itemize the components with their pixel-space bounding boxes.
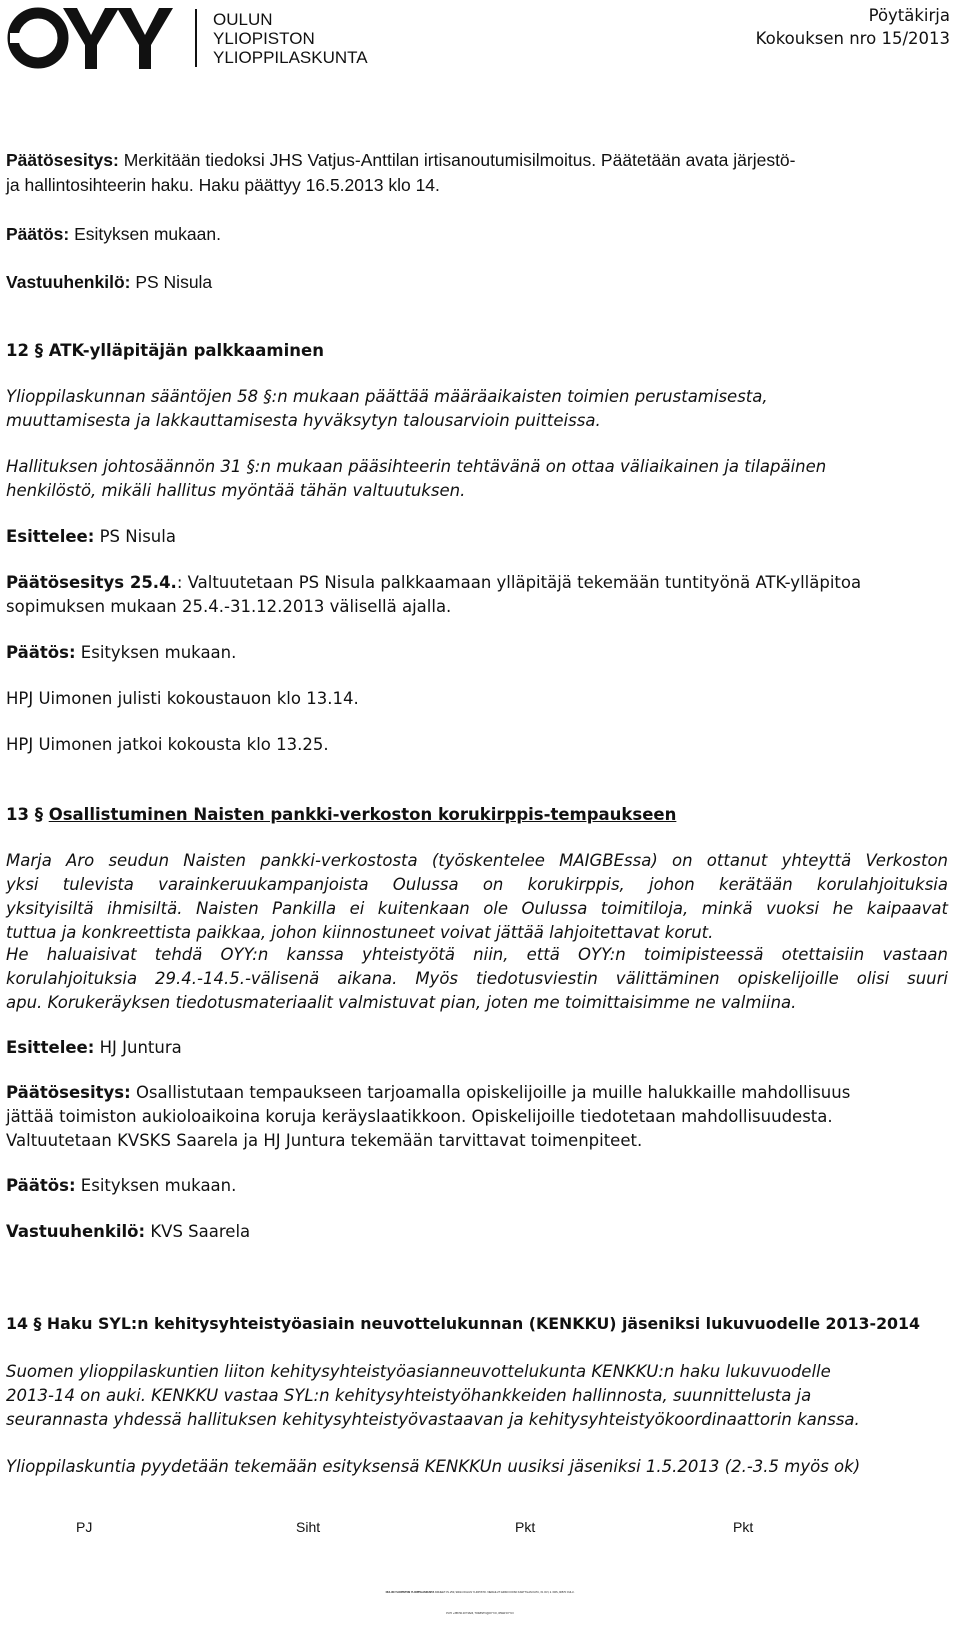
meeting-number: Kokouksen nro 15/2013 [755, 29, 950, 48]
s12-proposal-label: Päätösesitys 25.4. [6, 573, 177, 592]
s12-decision [6, 643, 236, 662]
s14-p1-line: 2013-14 on auki. KENKKU vastaa SYL:n kehitysyhteistyöhankkeiden hallinnosta, suunnittelusta ja [6, 1386, 812, 1405]
s13-decision-text: Esityksen mukaan. [75, 1176, 237, 1195]
s13-responsible-text: KVS Saarela [145, 1222, 251, 1241]
s13-number: 13 § [6, 805, 49, 824]
org-name-line: OULUN [213, 10, 273, 29]
logo-y1 [63, 8, 119, 69]
s12-presenter [6, 527, 176, 546]
s13-proposal [6, 1083, 850, 1102]
s12-proposal [6, 573, 861, 592]
s12-decision-text: Esityksen mukaan. [75, 643, 237, 662]
s12-p1-line: muuttamisesta ja lakkauttamisesta hyväksytyn talousarvioin puitteissa. [6, 411, 601, 430]
s11-proposal [6, 150, 796, 171]
s12-resume-note: HPJ Uimonen jatkoi kokousta klo 13.25. [6, 735, 329, 754]
document-meta [756, 4, 950, 50]
s13-p-line: yksi tulevista varainkeruukampanjoista Oulussa on korukirppis, johon kerätään korulahjoituksia [6, 875, 948, 894]
signature-label-pkt: Pkt [733, 1519, 754, 1535]
s13-title: Osallistuminen Naisten pankki-verkoston korukirppis-tempaukseen [48, 805, 677, 824]
s11-responsible-label: Vastuuhenkilö: [6, 272, 131, 292]
s12-presenter-text: PS Nisula [94, 527, 176, 546]
signature-label-siht: Siht [296, 1519, 321, 1535]
s13-decision-label: Päätös: [6, 1176, 76, 1195]
footer-org-name: OULUN YLIOPISTON YLIOPPILASKUNTA [385, 1591, 435, 1594]
s13-decision [6, 1176, 236, 1195]
s11-responsible-text: PS Nisula [130, 272, 213, 292]
s13-proposal-cont: Valtuutetaan KVSKS Saarela ja HJ Juntura tekemään tarvittavat toimenpiteet. [6, 1131, 643, 1150]
s12-proposal-text: : Valtuutetaan PS Nisula palkkaamaan ylläpitäjä tekemään tuntityönä ATK-ylläpitoa [176, 573, 862, 592]
s13-heading [6, 805, 676, 824]
s13-presenter-label: Esittelee: [6, 1038, 95, 1057]
footer-address [0, 1591, 960, 1594]
s12-decision-label: Päätös: [6, 643, 76, 662]
s11-proposal-cont: ja hallintosihteerin haku. Haku päättyy 16.5.2013 klo 14. [6, 175, 440, 195]
document-type: Pöytäkirja [868, 6, 950, 25]
signature-label-pkt: Pkt [515, 1519, 536, 1535]
s13-p-line: yksityisiltä ihmisiltä. Naisten Pankilla ei kuitenkaan ole Oulussa toimitiloja, minkä vuoksi he kaipaavat [6, 899, 948, 918]
s11-responsible [6, 272, 212, 293]
s13-proposal-text: Osallistutaan tempaukseen tarjoamalla opiskelijoille ja muille halukkaille mahdollisuus [130, 1083, 851, 1102]
s12-presenter-label: Esittelee: [6, 527, 95, 546]
s11-decision-text: Esityksen mukaan. [69, 224, 221, 244]
s13-responsible [6, 1222, 250, 1241]
logo-y2 [117, 8, 173, 69]
s14-p1-line: Suomen ylioppilaskuntien liiton kehitysyhteistyöasianneuvottelukunta KENKKU:n haku lukuvuodelle [6, 1362, 831, 1381]
s12-break-note: HPJ Uimonen julisti kokoustauon klo 13.14. [6, 689, 359, 708]
s12-p2-line: Hallituksen johtosäännön 31 §:n mukaan pääsihteerin tehtävänä on ottaa väliaikainen ja tilapäinen [6, 457, 827, 476]
s13-proposal-cont: jättää toimiston aukioloaikoina koruja keräyslaatikkoon. Opiskelijoille tiedotetaan mahdollisuudesta. [6, 1107, 833, 1126]
s14-p1-line: seurannasta yhdessä hallituksen kehitysyhteistyövastaavan ja kehitysyhteistyökoordinaattorin kanssa. [6, 1410, 860, 1429]
s13-p-line: korulahjoituksia 29.4.-14.5.-välisenä aikana. Myös tiedotusviestin välittäminen opiskelijoille olisi suuri [6, 969, 948, 988]
s12-p1-line: Ylioppilaskunnan sääntöjen 58 §:n mukaan päättää määräaikaisten toimien perustamisesta, [6, 387, 768, 406]
s13-p-line: apu. Korukeräyksen tiedotusmateriaalit valmistuvat pian, joten me toimittaisimme ne valmiina. [6, 993, 797, 1012]
s11-decision-label: Päätös: [6, 224, 70, 244]
s12-p2-line: henkilöstö, mikäli hallitus myöntää tähän valtuutuksen. [6, 481, 466, 500]
s14-p2-line: Ylioppilaskuntia pyydetään tekemään esityksensä KENKKUn uusiksi jäseniksi 1.5.2013 (2.-3.5 myös ok) [6, 1457, 861, 1476]
s14-heading: 14 § Haku SYL:n kehitysyhteistyöasiain neuvottelukunnan (KENKKU) jäseniksi lukuvuodelle 2013-2014 [6, 1314, 921, 1333]
s13-p-line: He haluaisivat tehdä OYY:n kanssa yhteistyötä niin, että OYY:n toimipisteessä otettaisiin vastaan [6, 945, 948, 964]
s13-presenter-text: HJ Juntura [94, 1038, 182, 1057]
s11-proposal-text: Merkitään tiedoksi JHS Vatjus-Anttilan irtisanoutumisilmoitus. Päätetään avata järjestö- [118, 150, 796, 170]
org-name-block [213, 10, 368, 67]
footer-address-text: KIRJEET: PL 250, 90014 OULUN YLIOPISTO. VIERAILUT: ERKKI KOISO KANTTILAN KATU, X1 OVI, 2. KRS, 90570 OULU. [434, 1591, 575, 1594]
s13-responsible-label: Vastuuhenkilö: [6, 1222, 146, 1241]
footer-contact: PUH: +358 50 407 9623, TOIMISTO@OYY.FI, WWW.OYY.FI [446, 1612, 514, 1615]
s11-proposal-label: Päätösesitys: [6, 150, 119, 170]
org-name-line: YLIOPISTON [213, 29, 315, 48]
s12-heading: 12 § ATK-ylläpitäjän palkkaaminen [6, 341, 324, 360]
s13-p-line: tuttua ja konkreettista paikkaa, johon kiinnostuneet voivat jättää lahjoitettavat korut. [6, 923, 714, 942]
signature-label-pj: PJ [76, 1519, 93, 1535]
s13-proposal-label: Päätösesitys: [6, 1083, 131, 1102]
s13-p-line: Marja Aro seudun Naisten pankki-verkostosta (työskentelee MAIGBEssa) on ottanut yhteyttä Verkoston [6, 851, 948, 870]
s11-decision [6, 224, 221, 245]
s12-proposal-cont: sopimuksen mukaan 25.4.-31.12.2013 välisellä ajalla. [6, 597, 452, 616]
org-name-line: YLIOPPILASKUNTA [213, 48, 368, 67]
s13-presenter [6, 1038, 182, 1057]
